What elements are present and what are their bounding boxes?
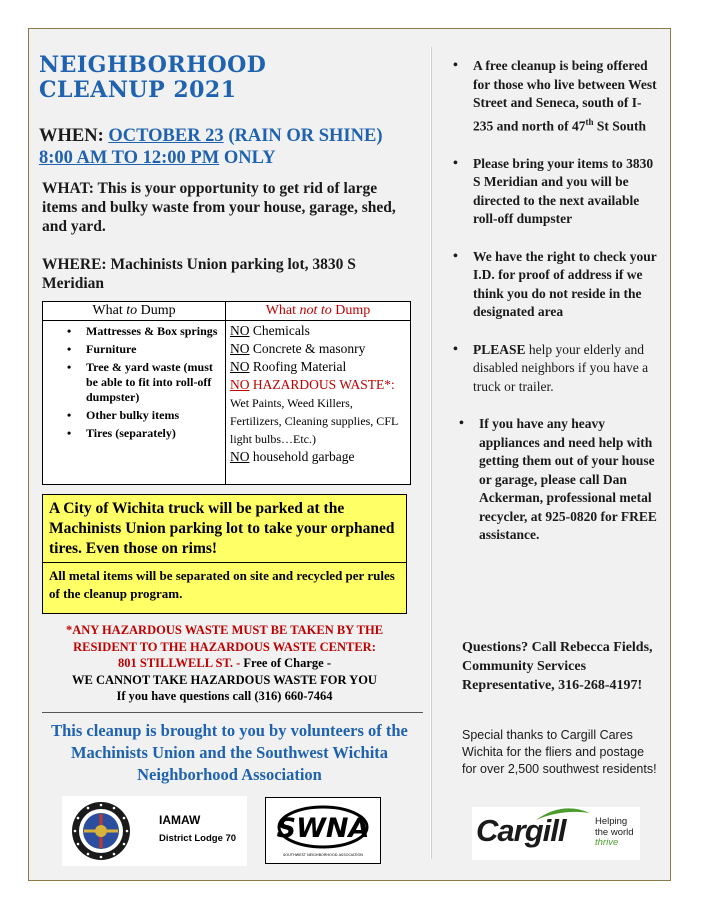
what-not-to-dump-column bbox=[226, 302, 410, 484]
contact-info: Questions? Call Rebecca Fields, Community Services Representative, 316-268-4197! bbox=[462, 640, 653, 693]
cargill-wordmark: Cargill bbox=[476, 813, 566, 848]
list-item bbox=[449, 57, 661, 136]
header-part: to bbox=[126, 303, 138, 318]
bullet-text: St South bbox=[593, 118, 647, 133]
swna-subtitle: SOUTHWEST NEIGHBORHOOD ASSOCIATION bbox=[283, 853, 363, 857]
cargill-tagline bbox=[595, 817, 645, 849]
when-section bbox=[39, 125, 399, 169]
info-bullets bbox=[449, 57, 661, 564]
list-item bbox=[230, 340, 406, 358]
dump-table bbox=[42, 301, 411, 485]
bullet-text: help your elderly and disabled neighbors if you have a truck or trailer. bbox=[473, 341, 649, 394]
metal-notice: All metal items will be separated on site and recycled per rules of the cleanup program. bbox=[49, 568, 395, 601]
title-line-2: CLEANUP 2021 bbox=[39, 77, 237, 103]
swna-emblem-icon bbox=[266, 798, 380, 863]
hazard-address-line bbox=[42, 655, 407, 672]
bullet-text: PLEASE bbox=[473, 341, 526, 357]
when-date: OCTOBER 23 bbox=[108, 126, 224, 146]
what-to-dump-header bbox=[43, 302, 225, 321]
list-item bbox=[230, 448, 406, 466]
header-part: What bbox=[92, 303, 127, 318]
list-item: • Please bring your items to 3830 S Meridian and you will be directed to the next available roll-off dumpster bbox=[449, 155, 661, 229]
iamaw-emblem-icon bbox=[70, 800, 132, 862]
no-word: NO bbox=[230, 377, 250, 392]
when-label: WHEN: bbox=[39, 126, 109, 146]
tagline-line: Helping bbox=[595, 816, 628, 827]
header-part: Dump bbox=[331, 303, 371, 318]
no-word: NO bbox=[230, 341, 250, 356]
iamaw-name: IAMAW bbox=[159, 813, 201, 827]
tire-notice-box bbox=[42, 494, 407, 614]
what-to-dump-column bbox=[43, 302, 226, 484]
when-time: 8:00 AM TO 12:00 PM bbox=[39, 148, 220, 168]
when-only: ONLY bbox=[219, 148, 276, 168]
no-word: NO bbox=[230, 359, 250, 374]
list-item bbox=[449, 341, 661, 397]
list-item bbox=[230, 358, 406, 376]
do-dump-list bbox=[43, 321, 225, 441]
header-part: What bbox=[265, 303, 300, 318]
item-text: Chemicals bbox=[249, 323, 310, 338]
bullet-sup: th bbox=[585, 116, 594, 127]
tagline-line: the world bbox=[595, 826, 634, 838]
item-text: HAZARDOUS WASTE*: bbox=[249, 377, 395, 392]
list-item: • Furniture bbox=[67, 342, 221, 357]
hazardous-waste-notice bbox=[42, 622, 407, 705]
list-item bbox=[230, 376, 406, 448]
list-item: • Mattresses & Box springs bbox=[67, 324, 221, 339]
header-part: not to bbox=[299, 303, 332, 318]
cargill-credit: Special thanks to Cargill Cares Wichita for the fliers and postage for over 2,500 southwest residents! bbox=[462, 728, 657, 776]
volunteer-credit: This cleanup is brought to you by volunteers of the Machinists Union and the Southwest Wichita Neighborhood Association bbox=[51, 721, 408, 784]
swna-text: SWNA bbox=[276, 813, 370, 844]
where-section: WHERE: Machinists Union parking lot, 3830 S Meridian bbox=[42, 256, 356, 292]
what-section: WHAT: This is your opportunity to get rid of large items and bulky waste from your house, garage, shed, and yard. bbox=[42, 180, 396, 235]
no-word: NO bbox=[230, 323, 250, 338]
hazard-line: *ANY HAZARDOUS WASTE MUST BE TAKEN BY THE RESIDENT TO THE HAZARDOUS WASTE CENTER: bbox=[65, 623, 384, 654]
iamaw-logo bbox=[62, 796, 247, 866]
cargill-logo bbox=[472, 807, 640, 860]
flyer-page bbox=[28, 28, 671, 881]
list-item: • Tree & yard waste (must be able to fit into roll-off dumpster) bbox=[67, 360, 221, 405]
hazard-address: 801 STILLWELL ST. - bbox=[118, 656, 244, 670]
tire-notice: A City of Wichita truck will be parked at the Machinists Union parking lot to take your orphaned tires. Even those on rims! bbox=[43, 495, 406, 563]
hazard-cannot: WE CANNOT TAKE HAZARDOUS WASTE FOR YOU bbox=[72, 672, 377, 687]
hazardous-detail: Wet Paints, Weed Killers, Fertilizers, Cleaning supplies, CFL light bulbs…Etc.) bbox=[230, 396, 398, 446]
list-item: • We have the right to check your I.D. for proof of address if we think you do not reside in the designated area bbox=[449, 248, 661, 322]
what-not-to-dump-header bbox=[226, 302, 410, 321]
item-text: Concrete & masonry bbox=[249, 341, 366, 356]
no-word: NO bbox=[230, 449, 250, 464]
item-text: household garbage bbox=[249, 449, 355, 464]
tagline-line: thrive bbox=[595, 837, 619, 848]
flyer-title bbox=[39, 53, 329, 103]
section-divider bbox=[42, 712, 423, 713]
iamaw-lodge: District Lodge 70 bbox=[159, 833, 237, 844]
bullet-text: A free cleanup is being offered for those who live between West Street and Seneca, south of I-235 and north of 47 bbox=[473, 58, 657, 133]
list-item: • If you have any heavy appliances and need help with getting them out of your house or garage, please call Dan Ackerman, professional metal recycler, at 925-0820 for FREE assistance. bbox=[449, 415, 661, 545]
item-text: Roofing Material bbox=[249, 359, 347, 374]
list-item bbox=[230, 322, 406, 340]
swna-logo bbox=[265, 797, 381, 864]
column-divider bbox=[430, 47, 431, 859]
dont-dump-list bbox=[226, 321, 410, 466]
list-item: • Tires (separately) bbox=[67, 426, 221, 441]
hazard-questions: If you have questions call (316) 660-7464 bbox=[116, 689, 333, 703]
when-rain: (RAIN OR SHINE) bbox=[223, 126, 383, 146]
title-line-1: NEIGHBORHOOD bbox=[39, 52, 267, 78]
hazard-free: Free of Charge - bbox=[243, 656, 331, 670]
header-part: Dump bbox=[137, 303, 176, 318]
list-item: • Other bulky items bbox=[67, 408, 221, 423]
